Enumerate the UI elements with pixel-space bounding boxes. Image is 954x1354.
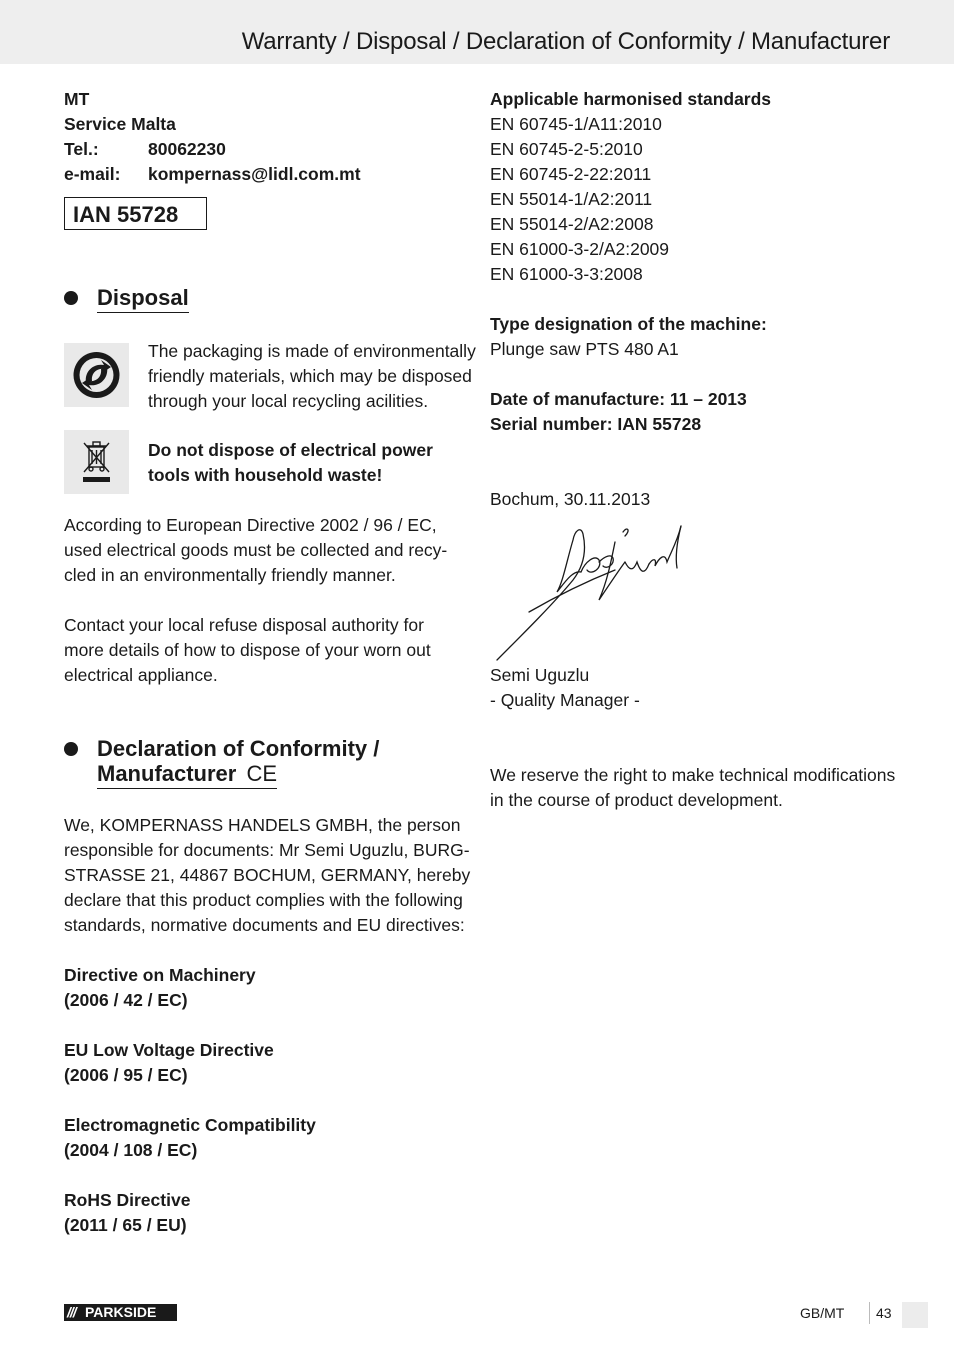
contact-paragraph: Contact your local refuse disposal authority for more details of how to dispose of your worn out electrical appliance.: [64, 615, 431, 685]
signature-image: [495, 522, 695, 662]
machine-type-block: [490, 312, 900, 362]
contact-block: [64, 87, 466, 187]
packaging-text: The packaging is made of environmentally friendly materials, which may be disposed through your local recycling acilities.: [148, 341, 476, 411]
standard-item: EN 60745-1/A11:2010: [490, 114, 662, 134]
standard-item: EN 60745-2-22:2011: [490, 164, 652, 184]
declaration-heading-line1: Declaration of Conformity /: [97, 736, 380, 761]
standard-item: EN 60745-2-5:2010: [490, 139, 643, 159]
declaration-heading: [64, 736, 464, 792]
recycling-icon: [64, 343, 129, 407]
bullet-icon: [64, 742, 78, 756]
logo-slashes-icon: ///: [67, 1304, 76, 1320]
standard-item: EN 61000-3-3:2008: [490, 264, 643, 284]
crossed-bin-icon: [64, 430, 129, 494]
ian-box: IAN 55728: [64, 197, 207, 230]
standard-item: EN 55014-1/A2:2011: [490, 189, 653, 209]
page-tab: [902, 1302, 928, 1328]
standard-item: EN 55014-2/A2:2008: [490, 214, 654, 234]
directive-item: RoHS Directive (2011 / 65 / EU): [64, 1190, 191, 1235]
directive-item: Electromagnetic Compatibility (2004 / 108 / EC): [64, 1115, 316, 1160]
manufacture-date: Date of manufacture: 11 – 2013: [490, 389, 747, 409]
standards-heading: Applicable harmonised standards: [490, 89, 772, 109]
directive-paragraph: According to European Directive 2002 / 96 / EC, used electrical goods must be collected and recy- cled in an environmentally friendly manner.: [64, 515, 448, 585]
declaration-intro: We, KOMPERNASS HANDELS GMBH, the person responsible for documents: Mr Semi Uguzlu, BURG- STRASSE 21, 44867 BOCHUM, GERMANY, hereby declare that this product complies with the following standards, normative documents and EU directives:: [64, 815, 471, 935]
contact-email-row: [64, 162, 466, 187]
serial-number: Serial number: IAN 55728: [490, 414, 702, 434]
signatory-role: - Quality Manager -: [490, 690, 640, 710]
brand-logo: [64, 1304, 177, 1321]
brand-name: PARKSIDE: [85, 1304, 157, 1320]
page-title: Warranty / Disposal / Declaration of Conformity / Manufacturer: [241, 28, 890, 55]
declaration-heading-line2-wrap: [97, 761, 277, 789]
tel-label: Tel.:: [64, 139, 99, 159]
contact-tel-row: [64, 137, 466, 162]
contact-country: MT: [64, 89, 90, 109]
machine-type-value: Plunge saw PTS 480 A1: [490, 339, 679, 359]
signatory-block: [490, 663, 900, 713]
standard-item: EN 61000-3-2/A2:2009: [490, 239, 670, 259]
email-value: kompernass@lidl.com.mt: [148, 164, 361, 184]
declaration-heading-line2: Manufacturer: [97, 761, 237, 786]
modifications-note: We reserve the right to make technical modifications in the course of product development.: [490, 765, 896, 810]
tel-value: 80062230: [148, 139, 226, 159]
page-number: 43: [876, 1305, 892, 1321]
ce-mark-icon: CE: [246, 761, 278, 786]
standards-block: [490, 87, 900, 287]
disposal-heading-text: Disposal: [97, 285, 189, 313]
region-code: GB/MT: [800, 1305, 845, 1321]
signatory-name: Semi Uguzlu: [490, 665, 590, 685]
bullet-icon: [64, 291, 78, 305]
email-label: e-mail:: [64, 164, 121, 184]
warning-text: Do not dispose of electrical power tools with household waste!: [148, 440, 433, 485]
contact-service: Service Malta: [64, 114, 176, 134]
directive-item: EU Low Voltage Directive (2006 / 95 / EC): [64, 1040, 274, 1085]
page-header: [0, 0, 954, 64]
machine-type-label: Type designation of the machine:: [490, 314, 767, 334]
manufacture-block: [490, 387, 900, 437]
place-date: Bochum, 30.11.2013: [490, 489, 651, 509]
footer-divider: [869, 1302, 870, 1324]
disposal-heading: [64, 285, 364, 315]
directive-item: Directive on Machinery (2006 / 42 / EC): [64, 965, 256, 1010]
